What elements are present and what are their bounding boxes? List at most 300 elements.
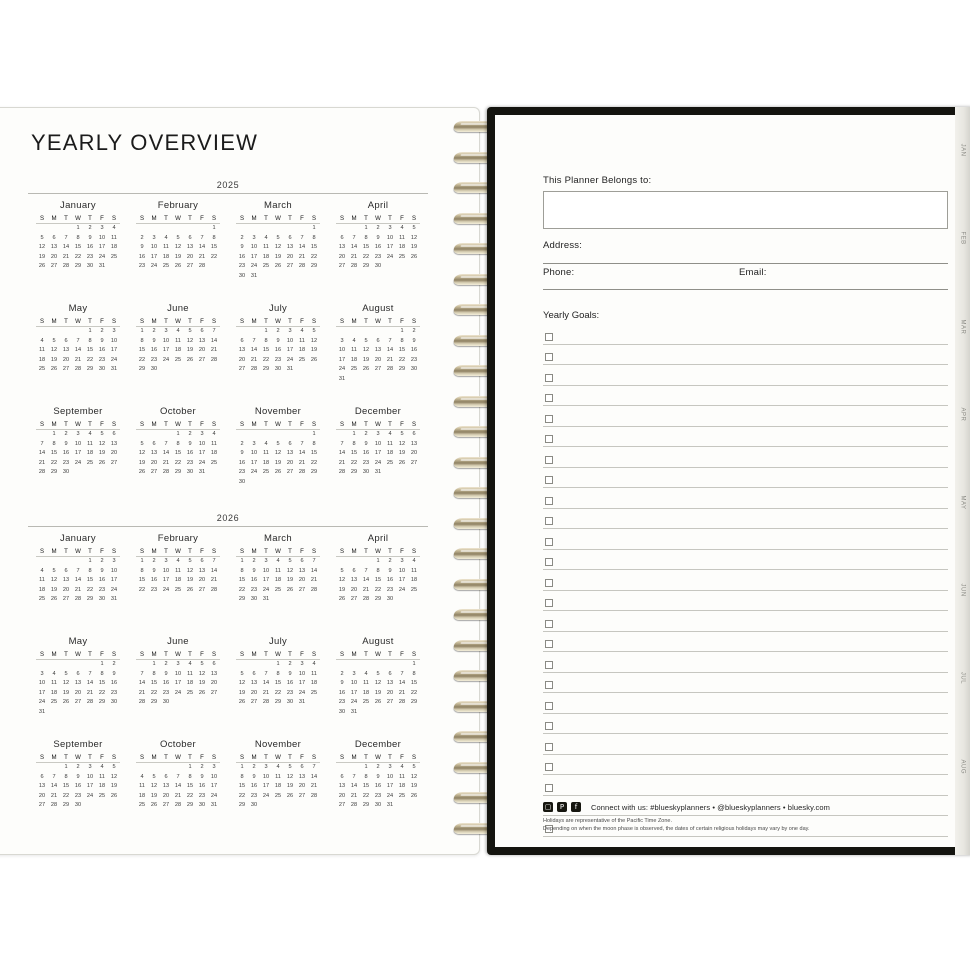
dow-header: S bbox=[236, 213, 248, 224]
day-cell: 8 bbox=[376, 567, 380, 574]
day-cell: 26 bbox=[310, 356, 318, 363]
dow-header: M bbox=[148, 213, 160, 224]
day-cell: 16 bbox=[286, 680, 294, 687]
day-cell bbox=[296, 478, 308, 488]
goal-row[interactable] bbox=[543, 488, 948, 509]
day-cell: 20 bbox=[186, 253, 194, 260]
day-cell: 15 bbox=[362, 783, 370, 790]
day-cell: 18 bbox=[262, 459, 270, 466]
day-cell: 20 bbox=[350, 586, 358, 593]
day-cell: 2 bbox=[288, 661, 292, 668]
dow-header: T bbox=[384, 649, 396, 660]
goal-row[interactable] bbox=[543, 447, 948, 468]
goal-checkbox[interactable] bbox=[545, 702, 553, 710]
email-field bbox=[739, 267, 948, 290]
month-tab-jan[interactable]: JAN bbox=[959, 143, 966, 157]
day-cell: 22 bbox=[410, 689, 418, 696]
email-input[interactable] bbox=[739, 278, 948, 290]
day-cell: 14 bbox=[138, 680, 146, 687]
day-cell: 16 bbox=[250, 783, 258, 790]
instagram-icon[interactable]: ▢ bbox=[544, 803, 552, 811]
dow-header: S bbox=[308, 649, 320, 660]
day-cell bbox=[336, 430, 348, 440]
day-cell: 19 bbox=[362, 356, 370, 363]
day-cell: 25 bbox=[38, 366, 46, 373]
day-cell bbox=[308, 272, 320, 282]
day-cell: 26 bbox=[238, 699, 246, 706]
goal-checkbox[interactable] bbox=[545, 476, 553, 484]
day-cell: 10 bbox=[386, 773, 394, 780]
goal-row[interactable] bbox=[543, 673, 948, 694]
day-cell: 30 bbox=[410, 366, 418, 373]
day-cell bbox=[348, 224, 360, 234]
goal-row[interactable] bbox=[543, 386, 948, 407]
goal-row[interactable] bbox=[543, 611, 948, 632]
goal-row[interactable] bbox=[543, 509, 948, 530]
day-cell: 29 bbox=[410, 699, 418, 706]
month-august-2025 bbox=[328, 303, 428, 406]
goal-row[interactable] bbox=[543, 775, 948, 796]
dow-header: M bbox=[248, 213, 260, 224]
day-cell: 26 bbox=[138, 469, 146, 476]
day-cell bbox=[172, 224, 184, 234]
day-cell: 28 bbox=[62, 263, 70, 270]
month-tab-mar[interactable]: MAR bbox=[959, 319, 966, 335]
day-cell: 24 bbox=[286, 356, 294, 363]
day-cell: 30 bbox=[98, 366, 106, 373]
goal-row[interactable] bbox=[543, 324, 948, 345]
day-cell: 4 bbox=[40, 337, 44, 344]
day-cell: 16 bbox=[74, 783, 82, 790]
dow-header: S bbox=[36, 649, 48, 660]
day-cell: 15 bbox=[310, 244, 318, 251]
goal-checkbox[interactable] bbox=[545, 538, 553, 546]
day-cell: 16 bbox=[98, 347, 106, 354]
goal-checkbox[interactable] bbox=[545, 394, 553, 402]
year-divider bbox=[28, 193, 428, 194]
day-cell: 26 bbox=[174, 263, 182, 270]
day-cell: 20 bbox=[286, 459, 294, 466]
month-calendar bbox=[36, 546, 120, 605]
day-cell: 6 bbox=[40, 773, 44, 780]
day-cell: 1 bbox=[240, 764, 244, 771]
day-cell: 23 bbox=[186, 459, 194, 466]
day-cell: 5 bbox=[412, 764, 416, 771]
day-cell: 24 bbox=[398, 586, 406, 593]
day-cell: 11 bbox=[263, 450, 269, 457]
month-october-2025 bbox=[128, 406, 228, 509]
goal-checkbox[interactable] bbox=[545, 353, 553, 361]
day-cell: 21 bbox=[298, 459, 306, 466]
day-cell: 6 bbox=[252, 670, 256, 677]
goal-checkbox[interactable] bbox=[545, 763, 553, 771]
month-name: May bbox=[68, 636, 88, 647]
goal-row[interactable] bbox=[543, 591, 948, 612]
day-cell: 12 bbox=[38, 244, 46, 251]
day-cell bbox=[360, 660, 372, 670]
month-calendar bbox=[36, 649, 120, 717]
goal-row[interactable] bbox=[543, 427, 948, 448]
day-cell: 30 bbox=[162, 699, 170, 706]
dow-header: T bbox=[184, 316, 196, 327]
goal-checkbox[interactable] bbox=[545, 517, 553, 525]
day-cell bbox=[384, 468, 396, 478]
day-cell: 17 bbox=[150, 253, 158, 260]
goal-checkbox[interactable] bbox=[545, 620, 553, 628]
day-cell: 2 bbox=[100, 328, 104, 335]
goal-row[interactable] bbox=[543, 652, 948, 673]
day-cell: 11 bbox=[351, 347, 357, 354]
goal-row[interactable] bbox=[543, 406, 948, 427]
day-cell bbox=[208, 365, 220, 375]
day-cell: 18 bbox=[274, 783, 282, 790]
day-cell: 23 bbox=[374, 792, 382, 799]
day-cell: 28 bbox=[310, 792, 318, 799]
day-cell: 9 bbox=[376, 234, 380, 241]
day-cell: 22 bbox=[262, 356, 270, 363]
day-cell bbox=[308, 698, 320, 708]
day-cell: 28 bbox=[74, 596, 82, 603]
owner-name-input[interactable] bbox=[543, 191, 948, 229]
day-cell: 6 bbox=[240, 337, 244, 344]
day-cell: 11 bbox=[99, 773, 105, 780]
dow-header: W bbox=[72, 752, 84, 763]
day-cell: 30 bbox=[250, 802, 258, 809]
dow-header: T bbox=[284, 316, 296, 327]
day-cell: 9 bbox=[252, 567, 256, 574]
day-cell: 27 bbox=[74, 699, 82, 706]
day-cell: 24 bbox=[298, 689, 306, 696]
day-cell: 31 bbox=[110, 366, 118, 373]
day-cell: 16 bbox=[62, 450, 70, 457]
dow-header: F bbox=[396, 649, 408, 660]
month-tab-feb[interactable]: FEB bbox=[959, 231, 966, 245]
day-cell: 17 bbox=[162, 577, 170, 584]
day-cell: 15 bbox=[410, 680, 418, 687]
dow-header: W bbox=[172, 316, 184, 327]
day-cell bbox=[296, 224, 308, 234]
day-cell: 15 bbox=[238, 783, 246, 790]
day-cell bbox=[196, 365, 208, 375]
day-cell: 28 bbox=[198, 263, 206, 270]
dow-header: S bbox=[36, 752, 48, 763]
day-cell: 10 bbox=[250, 244, 258, 251]
dow-header: F bbox=[196, 546, 208, 557]
day-cell: 29 bbox=[310, 263, 318, 270]
day-cell: 29 bbox=[238, 596, 246, 603]
day-cell: 23 bbox=[74, 792, 82, 799]
goal-checkbox[interactable] bbox=[545, 579, 553, 587]
day-cell: 14 bbox=[210, 567, 218, 574]
goal-checkbox[interactable] bbox=[545, 456, 553, 464]
day-cell: 20 bbox=[38, 792, 46, 799]
goal-row[interactable] bbox=[543, 714, 948, 735]
day-cell bbox=[108, 708, 120, 718]
day-cell bbox=[96, 708, 108, 718]
goal-row[interactable] bbox=[543, 570, 948, 591]
goal-checkbox[interactable] bbox=[545, 415, 553, 423]
goal-checkbox[interactable] bbox=[545, 558, 553, 566]
day-cell: 23 bbox=[98, 356, 106, 363]
month-calendar bbox=[336, 649, 420, 717]
dow-header: T bbox=[184, 752, 196, 763]
goal-row[interactable] bbox=[543, 632, 948, 653]
day-cell: 12 bbox=[110, 773, 118, 780]
day-cell: 21 bbox=[210, 347, 218, 354]
goal-checkbox[interactable] bbox=[545, 374, 553, 382]
dow-header: M bbox=[248, 316, 260, 327]
day-cell: 11 bbox=[51, 680, 57, 687]
dow-header: F bbox=[296, 316, 308, 327]
dow-header: F bbox=[96, 419, 108, 430]
day-cell bbox=[372, 660, 384, 670]
day-cell: 15 bbox=[98, 680, 106, 687]
dow-header: W bbox=[372, 752, 384, 763]
dow-header: S bbox=[336, 316, 348, 327]
day-cell bbox=[260, 272, 272, 282]
dow-header: M bbox=[48, 752, 60, 763]
day-cell: 15 bbox=[262, 347, 270, 354]
day-cell: 29 bbox=[374, 596, 382, 603]
day-cell: 25 bbox=[110, 253, 118, 260]
day-cell: 13 bbox=[150, 450, 158, 457]
month-name: July bbox=[268, 636, 288, 647]
day-cell: 5 bbox=[112, 764, 116, 771]
day-cell: 31 bbox=[374, 469, 382, 476]
day-cell: 19 bbox=[110, 783, 118, 790]
month-tab-jun[interactable]: JUN bbox=[959, 583, 966, 597]
dow-header: S bbox=[136, 316, 148, 327]
day-cell: 10 bbox=[162, 337, 170, 344]
day-cell: 18 bbox=[274, 577, 282, 584]
day-cell: 13 bbox=[238, 347, 246, 354]
day-cell: 20 bbox=[286, 253, 294, 260]
dow-header: T bbox=[84, 649, 96, 660]
month-tab-aug[interactable]: AUG bbox=[959, 759, 966, 775]
day-cell: 31 bbox=[198, 469, 206, 476]
goal-checkbox[interactable] bbox=[545, 640, 553, 648]
day-cell: 7 bbox=[76, 337, 80, 344]
day-cell: 18 bbox=[38, 356, 46, 363]
day-cell: 30 bbox=[110, 699, 118, 706]
goal-row[interactable] bbox=[543, 550, 948, 571]
day-cell: 19 bbox=[374, 689, 382, 696]
day-cell: 25 bbox=[174, 586, 182, 593]
month-name: October bbox=[160, 406, 196, 417]
day-cell: 11 bbox=[387, 440, 393, 447]
day-cell: 20 bbox=[74, 689, 82, 696]
dow-header: T bbox=[260, 419, 272, 430]
day-cell: 21 bbox=[398, 689, 406, 696]
day-cell: 13 bbox=[286, 450, 294, 457]
day-cell: 2 bbox=[376, 225, 380, 232]
month-name: January bbox=[60, 200, 96, 211]
dow-header: W bbox=[272, 649, 284, 660]
day-cell bbox=[72, 708, 84, 718]
day-cell: 21 bbox=[250, 356, 258, 363]
day-cell: 23 bbox=[138, 263, 146, 270]
day-cell: 2 bbox=[252, 558, 256, 565]
goal-checkbox[interactable] bbox=[545, 722, 553, 730]
day-cell: 5 bbox=[288, 558, 292, 565]
month-october-2026 bbox=[128, 739, 228, 842]
day-cell: 17 bbox=[98, 244, 106, 251]
day-cell: 15 bbox=[150, 680, 158, 687]
day-cell bbox=[348, 327, 360, 337]
day-cell: 23 bbox=[150, 356, 158, 363]
day-cell: 17 bbox=[110, 577, 118, 584]
day-cell: 29 bbox=[174, 469, 182, 476]
dow-header: F bbox=[296, 649, 308, 660]
month-july-2026 bbox=[228, 636, 328, 739]
day-cell: 10 bbox=[38, 680, 46, 687]
day-cell: 9 bbox=[112, 670, 116, 677]
day-cell bbox=[360, 708, 372, 718]
day-cell: 30 bbox=[386, 596, 394, 603]
address-input[interactable] bbox=[543, 251, 948, 264]
day-cell: 17 bbox=[198, 450, 206, 457]
day-cell bbox=[408, 801, 420, 811]
day-cell bbox=[248, 430, 260, 440]
goal-checkbox[interactable] bbox=[545, 333, 553, 341]
day-cell bbox=[60, 660, 72, 670]
day-cell: 11 bbox=[139, 783, 145, 790]
dow-header: M bbox=[348, 649, 360, 660]
month-tab-apr[interactable]: APR bbox=[959, 407, 966, 422]
day-cell: 9 bbox=[88, 234, 92, 241]
day-cell: 27 bbox=[410, 459, 418, 466]
dow-header: M bbox=[48, 546, 60, 557]
year-divider bbox=[28, 526, 428, 527]
disclaimer-line-2: Depending on when the moon phase is observed, the dates of certain religious holidays may vary by one day. bbox=[543, 826, 810, 832]
day-cell: 6 bbox=[212, 661, 216, 668]
owner-label: This Planner Belongs to: bbox=[543, 175, 652, 186]
day-cell: 18 bbox=[38, 586, 46, 593]
day-cell bbox=[172, 698, 184, 708]
day-cell: 26 bbox=[286, 792, 294, 799]
day-cell bbox=[160, 430, 172, 440]
day-cell: 5 bbox=[276, 440, 280, 447]
dow-header: S bbox=[136, 752, 148, 763]
day-cell: 1 bbox=[140, 328, 144, 335]
day-cell: 7 bbox=[264, 670, 268, 677]
goal-row[interactable] bbox=[543, 755, 948, 776]
day-cell: 3 bbox=[40, 670, 44, 677]
day-cell: 19 bbox=[62, 689, 70, 696]
day-cell: 13 bbox=[410, 440, 418, 447]
day-cell: 4 bbox=[212, 431, 216, 438]
dow-header: W bbox=[172, 649, 184, 660]
day-cell bbox=[384, 708, 396, 718]
dow-header: T bbox=[160, 213, 172, 224]
goal-checkbox[interactable] bbox=[545, 435, 553, 443]
facebook-icon[interactable]: f bbox=[571, 802, 581, 812]
day-cell: 11 bbox=[411, 567, 417, 574]
month-may-2025 bbox=[28, 303, 128, 406]
day-cell: 5 bbox=[288, 764, 292, 771]
day-cell: 27 bbox=[50, 263, 58, 270]
day-cell: 4 bbox=[312, 661, 316, 668]
day-cell bbox=[396, 801, 408, 811]
month-tab-jul[interactable]: JUL bbox=[959, 671, 966, 685]
day-cell: 14 bbox=[362, 577, 370, 584]
goal-checkbox[interactable] bbox=[545, 661, 553, 669]
goal-row[interactable] bbox=[543, 468, 948, 489]
goal-row[interactable] bbox=[543, 529, 948, 550]
day-cell bbox=[284, 801, 296, 811]
goal-row[interactable] bbox=[543, 365, 948, 386]
goal-row[interactable] bbox=[543, 693, 948, 714]
day-cell: 10 bbox=[98, 234, 106, 241]
dow-header: F bbox=[96, 316, 108, 327]
day-cell: 9 bbox=[376, 773, 380, 780]
goal-row[interactable] bbox=[543, 345, 948, 366]
day-cell: 7 bbox=[300, 234, 304, 241]
goal-row[interactable] bbox=[543, 734, 948, 755]
day-cell bbox=[372, 708, 384, 718]
dow-header: T bbox=[84, 546, 96, 557]
goal-checkbox[interactable] bbox=[545, 681, 553, 689]
day-cell: 1 bbox=[52, 431, 56, 438]
day-cell: 26 bbox=[62, 699, 70, 706]
dow-header: S bbox=[408, 213, 420, 224]
day-cell: 17 bbox=[398, 577, 406, 584]
phone-input[interactable] bbox=[543, 278, 739, 290]
dow-header: S bbox=[36, 213, 48, 224]
day-cell: 20 bbox=[298, 783, 306, 790]
month-tab-may[interactable]: MAY bbox=[959, 495, 966, 510]
dow-header: S bbox=[308, 752, 320, 763]
pinterest-icon[interactable]: P bbox=[557, 802, 567, 812]
day-cell: 6 bbox=[388, 670, 392, 677]
day-cell: 29 bbox=[262, 366, 270, 373]
day-cell: 14 bbox=[86, 680, 94, 687]
phone-field bbox=[543, 267, 739, 290]
day-cell: 12 bbox=[98, 440, 106, 447]
day-cell: 13 bbox=[386, 680, 394, 687]
day-cell: 27 bbox=[374, 366, 382, 373]
goal-checkbox[interactable] bbox=[545, 743, 553, 751]
month-calendar bbox=[136, 419, 220, 478]
dow-header: T bbox=[360, 316, 372, 327]
goal-checkbox[interactable] bbox=[545, 784, 553, 792]
goal-checkbox[interactable] bbox=[545, 599, 553, 607]
day-cell: 12 bbox=[50, 577, 58, 584]
goal-checkbox[interactable] bbox=[545, 497, 553, 505]
day-cell: 24 bbox=[98, 253, 106, 260]
day-cell: 25 bbox=[86, 459, 94, 466]
day-cell: 22 bbox=[86, 586, 94, 593]
dow-header: S bbox=[208, 213, 220, 224]
day-cell bbox=[136, 224, 148, 234]
dow-header: M bbox=[148, 316, 160, 327]
day-cell: 6 bbox=[300, 558, 304, 565]
day-cell: 1 bbox=[376, 558, 380, 565]
day-cell bbox=[36, 327, 48, 337]
day-cell: 15 bbox=[74, 244, 82, 251]
day-cell bbox=[272, 801, 284, 811]
day-cell: 17 bbox=[262, 783, 270, 790]
dow-header: T bbox=[84, 213, 96, 224]
day-cell: 29 bbox=[310, 469, 318, 476]
day-cell: 21 bbox=[210, 577, 218, 584]
day-cell: 3 bbox=[112, 328, 116, 335]
day-cell: 8 bbox=[240, 567, 244, 574]
day-cell: 29 bbox=[150, 699, 158, 706]
day-cell: 16 bbox=[110, 680, 118, 687]
day-cell: 18 bbox=[398, 244, 406, 251]
phone-email-row bbox=[543, 267, 948, 290]
